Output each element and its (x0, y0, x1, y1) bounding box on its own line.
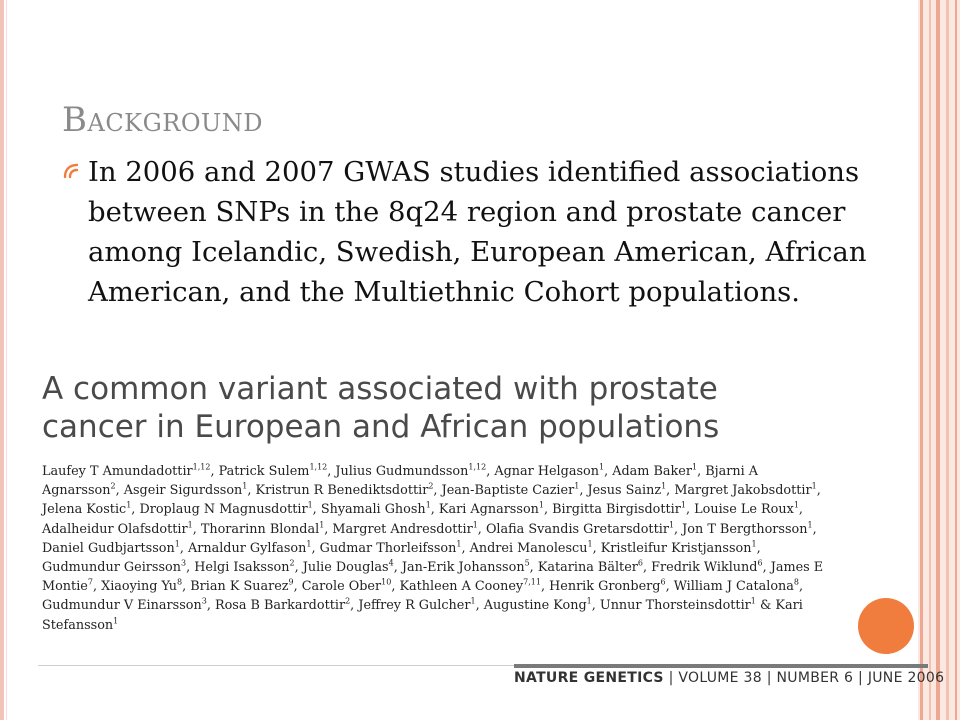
journal-separator: | (668, 670, 674, 686)
author-name: Kathleen A Cooney (399, 579, 524, 595)
author (303, 560, 394, 575)
author-name: Louise Le Roux (694, 502, 794, 518)
author (190, 579, 293, 594)
author-affiliation: 1 (538, 501, 544, 511)
author-name: Rosa B Barkardottir (214, 598, 346, 614)
author-affiliation: 2 (345, 597, 351, 607)
author (601, 541, 757, 556)
author (442, 483, 580, 498)
author-name: Droplaug N Magnusdottir (139, 502, 308, 518)
author-name: Henrik Gronberg (549, 579, 661, 595)
author-name: Jan-Erik Johansson (401, 560, 525, 576)
author-affiliation: 1 (187, 520, 193, 530)
author (124, 483, 248, 498)
author-affiliation: 8 (177, 577, 183, 587)
author (682, 522, 812, 537)
author-name: Jean-Baptiste Cazier (441, 483, 575, 499)
author (470, 541, 593, 556)
author (321, 502, 431, 517)
author-name: Carole Ober (301, 579, 382, 595)
journal-date: JUNE 2006 (867, 670, 945, 686)
author-name: Adalheidur Olafsdottir (42, 521, 188, 537)
author-affiliation: 1 (470, 597, 476, 607)
author-affiliation: 1 (661, 481, 667, 491)
author (332, 522, 477, 537)
author (215, 598, 350, 613)
author-name: James E Montie (42, 560, 824, 595)
author-affiliation: 1 (598, 462, 605, 472)
author (256, 483, 434, 498)
slide-title: Background (62, 100, 263, 140)
author-name: Adam Baker (612, 464, 692, 479)
author (42, 522, 193, 537)
author-affiliation: 1 (306, 539, 312, 549)
author (139, 502, 312, 517)
author-affiliation: 1 (586, 597, 592, 607)
author (674, 483, 816, 498)
right-stripe (955, 0, 957, 720)
author (399, 579, 541, 594)
author-affiliation: 1 (574, 481, 580, 491)
author (188, 541, 311, 556)
author-affiliation: 10 (381, 577, 392, 587)
author (302, 579, 392, 594)
author-name: Kari Agnarsson (438, 502, 539, 518)
curved-bullet-icon (62, 162, 80, 180)
author-affiliation: 1 (751, 539, 757, 549)
author (439, 502, 544, 517)
author-affiliation: 1 (691, 462, 698, 472)
author (694, 502, 799, 517)
author-name: Patrick Sulem (218, 464, 310, 479)
author-name: Birgitta Birgisdottir (552, 502, 681, 518)
author (201, 522, 324, 537)
author-affiliation: 1 (587, 539, 593, 549)
author-name: Shyamali Ghosh (320, 502, 426, 518)
author-affiliation: 1,12 (468, 462, 487, 472)
right-stripe (920, 0, 923, 720)
author-name: Margret Andresdottir (332, 521, 473, 537)
author-affiliation: 6 (660, 577, 666, 587)
author-affiliation: 1 (174, 539, 180, 549)
journal-name: NATURE GENETICS (514, 670, 664, 686)
author-name: Julius Gudmundsson (335, 464, 469, 479)
paper-divider (38, 665, 518, 666)
author (42, 464, 210, 479)
author-affiliation: 1 (307, 501, 313, 511)
author-affiliation: 1 (668, 520, 675, 530)
author (335, 464, 486, 479)
author-name: Andrei Manolescu (469, 540, 588, 556)
author-name: Kristleifur Kristjansson (600, 540, 752, 556)
author-name: Julie Douglas (302, 560, 389, 576)
journal-number: NUMBER 6 (776, 670, 854, 686)
author-affiliation: 7,11 (523, 577, 541, 587)
author-name: Fredrik Wiklund (651, 560, 758, 576)
author-affiliation: 2 (428, 481, 434, 491)
author (651, 560, 762, 575)
author-affiliation: 1 (793, 501, 799, 511)
author-name: Olafia Svandis Gretarsdottir (485, 521, 669, 537)
left-frame-line-inner (6, 0, 7, 720)
author-name: Arnaldur Gylfason (187, 540, 307, 556)
author-affiliation: 8 (793, 577, 799, 587)
author (538, 560, 643, 575)
author-name: Jeffrey R Gulcher (358, 598, 471, 614)
author (612, 464, 697, 479)
author (494, 464, 604, 479)
author (587, 483, 666, 498)
author-name: Gudmundur V Einarsson (42, 598, 202, 614)
right-stripe (946, 0, 949, 720)
right-stripe (929, 0, 931, 720)
author-name: William J Catalona (673, 579, 794, 595)
author-affiliation: 1 (807, 520, 813, 530)
author-name: Thorarinn Blondal (200, 521, 320, 537)
author-affiliation: 9 (288, 577, 294, 587)
author-affiliation: 6 (637, 558, 643, 568)
author-affiliation: 1 (680, 501, 686, 511)
author (219, 464, 328, 479)
author-affiliation: 2 (110, 481, 116, 491)
journal-separator: | (858, 670, 864, 686)
author-name: Daniel Gudbjartsson (42, 540, 175, 556)
author-name: Laufey T Amundadottir (42, 464, 193, 479)
author-affiliation: 1,12 (309, 462, 328, 472)
author (42, 560, 186, 575)
author-name: Kari Stefansson (42, 598, 803, 633)
author (402, 560, 530, 575)
author (549, 579, 665, 594)
journal-volume: VOLUME 38 (678, 670, 762, 686)
author-name: Xiaoying Yu (101, 579, 178, 595)
author (600, 598, 756, 613)
author (42, 502, 131, 517)
author (194, 560, 294, 575)
author-name: Gudmar Thorleifsson (319, 540, 457, 556)
author-affiliation: 1 (113, 616, 119, 626)
author-affiliation: 1 (425, 501, 431, 511)
author (42, 541, 180, 556)
orange-circle (858, 598, 914, 654)
author-name: Augustine Kong (483, 598, 587, 614)
author-name: Unnur Thorsteinsdottir (599, 598, 751, 614)
paper-screenshot (38, 368, 831, 666)
author-name: Gudmundur Geirsson (42, 560, 181, 576)
author-affiliation: 1 (242, 481, 248, 491)
author-name: Brian K Suarez (190, 579, 289, 595)
author-name: Bjarni A Agnarsson (42, 464, 758, 499)
author-affiliation: 3 (180, 558, 187, 568)
left-frame-line (0, 0, 4, 720)
author (486, 522, 674, 537)
author-name: Margret Jakobsdottir (674, 483, 812, 499)
paper-title: A common variant associated with prostate cancer in European and African populations (42, 371, 720, 445)
author-name: Asgeir Sigurdsson (123, 483, 243, 499)
author-affiliation: 1 (811, 481, 817, 491)
author-affiliation: 6 (757, 558, 763, 568)
journal-separator: | (766, 670, 772, 686)
bullet-text: In 2006 and 2007 GWAS studies identified associations between SNPs in the 8q24 region and prostate cancer among Icelandic, Swedish, European American, African American, and the Multiethnic Cohort populations. (88, 156, 867, 308)
author (320, 541, 462, 556)
author-affiliation: 1 (750, 597, 756, 607)
author (674, 579, 799, 594)
journal-citation (514, 670, 945, 686)
author-name: Kristrun R Benediktsdottir (255, 483, 429, 499)
author-affiliation: 1 (456, 539, 462, 549)
author-affiliation: 1 (472, 520, 478, 530)
right-stripe (936, 0, 940, 720)
author-name: Agnar Helgason (494, 464, 599, 479)
author-affiliation: 1,12 (192, 462, 211, 472)
author-affiliation: 1 (319, 520, 325, 530)
author (42, 598, 207, 613)
author-name: Jelena Kostic (42, 502, 127, 518)
author-name: Katarina Bälter (537, 560, 638, 576)
journal-bar (514, 664, 928, 668)
author-name: Jon T Bergthorsson (682, 521, 808, 537)
author-affiliation: 5 (524, 558, 530, 568)
author-affiliation: 1 (126, 501, 132, 511)
author-affiliation: 7 (87, 577, 93, 587)
author-affiliation: 4 (388, 558, 394, 568)
author (552, 502, 686, 517)
author-affiliation: 2 (289, 558, 295, 568)
paper-authors: Laufey T Amundadottir$^{1,12}$, Patrick Sulem$^{1,12}$, Julius Gudmundsson$^{1,12}$, Agnar Helgason$^1$, Adam Baker$^1$, Bjarni A Agnarsson$^2$, Asgeir Sigurdsson$^1$, Kristrun R Benediktsdottir$^2$, Jean-Baptiste Cazier$^1$, Jesus Sainz$^1$, Margret Jakobsdottir$^1$, Jelena Kostic$^1$, Droplaug N Magnusdottir$^1$, Shyamali Ghosh$^1$, Kari Agnarsson$^1$, Birgitta Birgisdottir$^1$, Louise Le Roux$^1$, Adalheidur Olafsdottir$^1$, Thorarinn Blondal$^1$, Margret Andresdottir$^1$, Olafia Svandis Gretarsdottir$^1$, Jon T Bergthorsson$^1$, Daniel Gudbjartsson$^1$, Arnaldur Gylfason$^1$, Gudmar Thorleifsson$^1$, Andrei Manolescu$^1$, Kristleifur Kristjansson$^1$, Gudmundur Geirsson$^3$, Helgi Isaksson$^2$, Julie Douglas$^4$, Jan-Erik Johansson$^5$, Katarina Bälter$^6$, Fredrik Wiklund$^6$, James E Montie$^7$, Xiaoying Yu$^8$, Brian K Suarez$^9$, Carole Ober$^{10}$, Kathleen A Cooney$^{7,11}$, Henrik Gronberg$^6$, William J Catalona$^8$, Gudmundur V Einarsson$^3$, Rosa B Barkardottir$^2$, Jeffrey R Gulcher$^1$, Augustine Kong$^1$, Unnur Thorsteinsdottir$^1$ & Kari Stefansson$^1$ (42, 462, 824, 633)
author-affiliation: 3 (201, 597, 207, 607)
author (484, 598, 592, 613)
author (101, 579, 182, 594)
author (358, 598, 475, 613)
author-name: Jesus Sainz (587, 483, 662, 499)
author-name: Helgi Isaksson (194, 560, 290, 576)
